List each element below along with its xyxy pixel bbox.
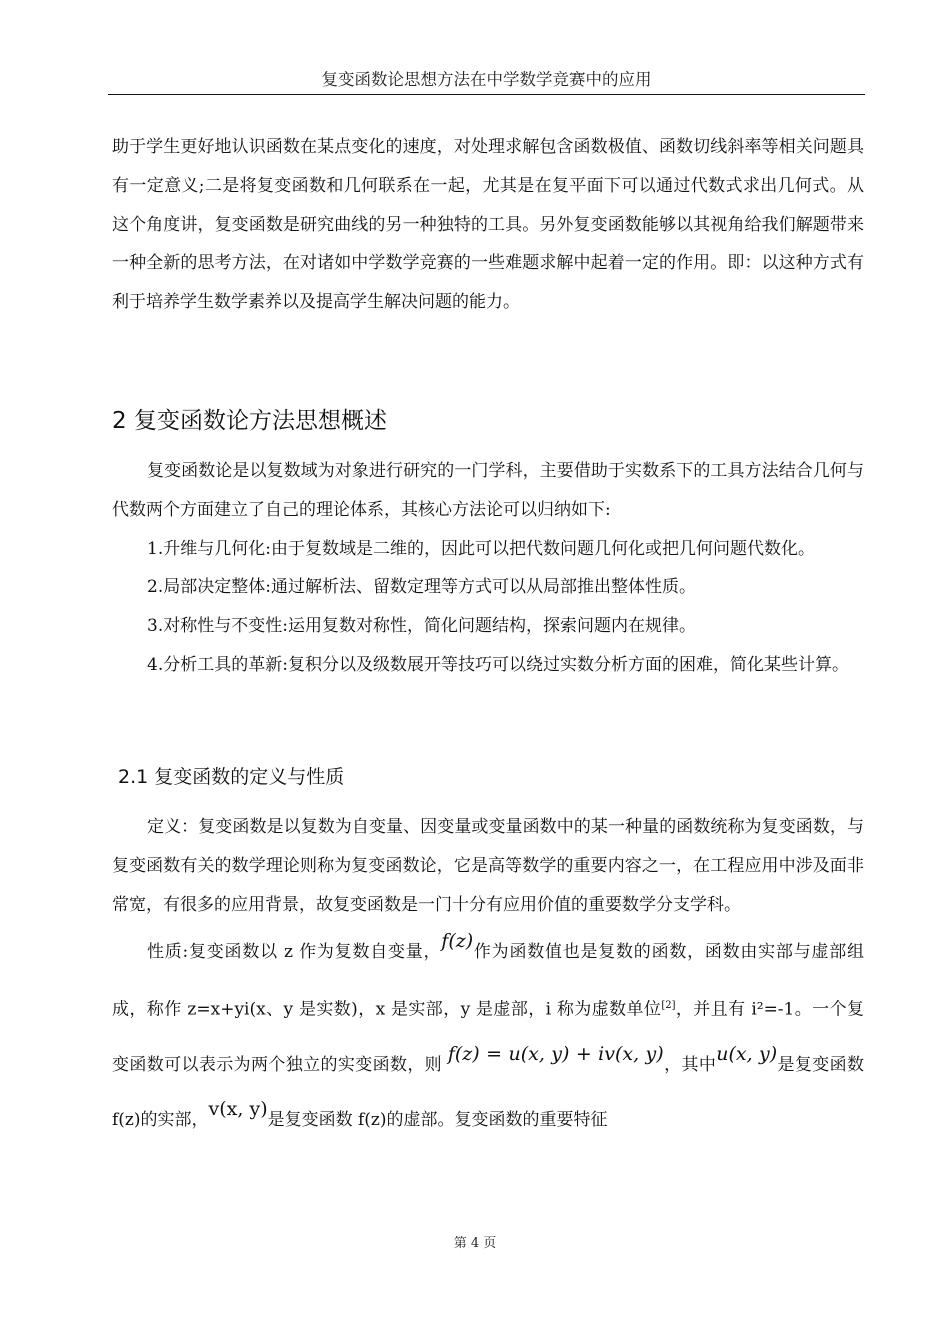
intro-paragraph <box>112 128 864 322</box>
math-u: u(x, y) <box>716 1043 778 1066</box>
property-text-a: 性质:复变函数以 z 作为复数自变量， <box>147 942 442 963</box>
property-text-e: 中 <box>698 1055 717 1076</box>
method-item-1: 1.升维与几何化:由于复数域是二维的，因此可以把代数问题几何化或把几何问题代数化。 <box>147 538 815 559</box>
math-v: v(x, y) <box>208 1098 268 1121</box>
running-header: 复变函数论思想方法在中学数学竞赛中的应用 <box>108 66 865 95</box>
property-text-b: 作为函数值也是复数的函数，函数由实部与虚部组成，称作 z=x+yi(x、y 是实数)，x 是实部，y 是虚部，i 称为虚数单位 <box>112 942 864 1021</box>
property-text-f: 是复变函数 f(z)的实部， <box>112 1055 865 1131</box>
method-item-2: 2.局部决定整体:通过解析法、留数定理等方式可以从局部推出整体性质。 <box>147 577 696 598</box>
definition-paragraph: 定义：复变函数是以复数为自变量、因变量或变量函数中的某一种量的函数统称为复变函数，与复变函数有关的数学理论则称为复变函数论，它是高等数学的重要内容之一，在工程应用中涉及面非常宽，有很多的应用背景，故复变函数是一门十分有应用价值的重要数学分支学科。 <box>112 817 864 915</box>
method-item-3: 3.对称性与不变性:运用复数对称性，简化问题结构，探索问题内在规律。 <box>147 616 696 637</box>
section-2-intro: 复变函数论是以复数域为对象进行研究的一门学科，主要借助于实数系下的工具方法结合几何与代数两个方面建立了自己的理论体系，其核心方法论可以归纳如下: <box>112 461 864 520</box>
method-item-4: 4.分析工具的革新:复积分以及级数展开等技巧可以绕过实数分析方面的困难，简化某些计算。 <box>147 654 849 675</box>
section-2-1-heading: 2.1 复变函数的定义与性质 <box>118 766 345 788</box>
intro-text: 助于学生更好地认识函数在某点变化的速度，对处理求解包含函数极值、函数切线斜率等相关问题具有一定意义;二是将复变函数和几何联系在一起，尤其是在复平面下可以通过代数式求出几何式。从这个角度讲，复变函数是研究曲线的另一种独特的工具。另外复变函数能够以其视角给我们解题带来一种全新的思考方法，在对诸如中学数学竞赛的一些难题求解中起着一定的作用。即：以这种方式有利于培养学生数学素养以及提高学生解决问题的能力。 <box>112 137 864 313</box>
page-number: 第 4 页 <box>453 1236 497 1251</box>
section-2-body <box>112 452 864 685</box>
property-text-g: 是复变函数 f(z)的虚部。复变函数的重要特征 <box>267 1110 608 1131</box>
citation-ref: [2] <box>661 1000 676 1012</box>
property-paragraph <box>112 924 864 1147</box>
section-2-1-body <box>112 808 864 1147</box>
section-2-heading: 2 复变函数论方法思想概述 <box>112 408 387 434</box>
math-fz: f(z) <box>441 930 474 953</box>
math-equation: f(z) = u(x, y) + iv(x, y) <box>447 1043 664 1066</box>
property-text-c: ，并且有 i²=-1。一个复变函数可以表示为两个独立的实变函数，则 <box>112 1000 864 1076</box>
property-text-d: ，其 <box>663 1055 699 1076</box>
